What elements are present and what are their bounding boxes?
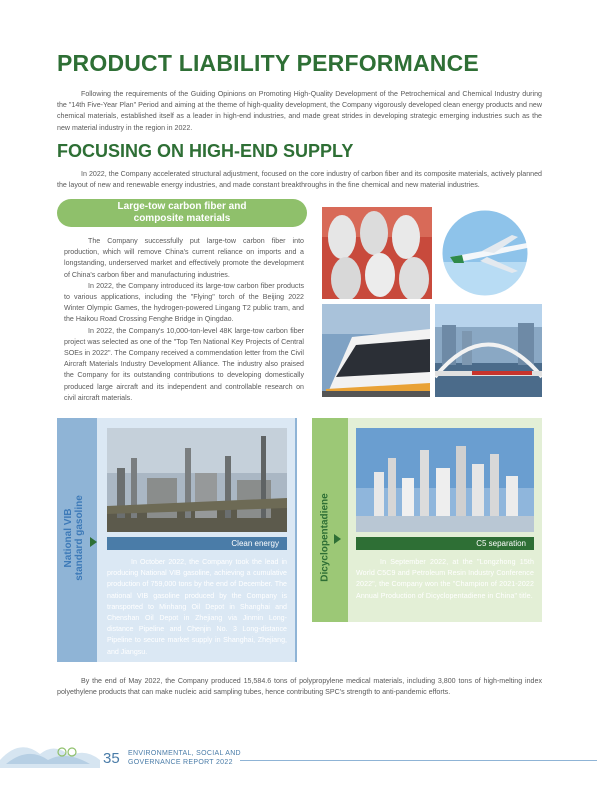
section-intro-text: In 2022, the Company accelerated structural adjustment, focused on the core industry of carbon fiber and its composite materials, actively planned the layout of new and renewable energy industries, and made constant breakthroughs in the fine chemical and new material industries. xyxy=(57,170,542,190)
separation-graphic xyxy=(356,428,534,532)
gasoline-vertical-label xyxy=(63,478,85,598)
bridge-photo xyxy=(435,304,542,397)
carbon-fiber-paragraph-2: In 2022, the Company introduced its large-tow carbon fiber products to various applications, including the "Flying" torch of the Beijing 2022 Winter Olympic Games, the hydrogen-powered Lingang T2 public tram, and the Haikou Road Crossing Fenghe Bridge in Qingdao. xyxy=(64,281,304,324)
gasoline-text: In October 2022, the Company took the lead in producing National VIB gasoline, achieving a cumulative production of 759,000 tons by the end of December. The national VIB gasoline produced by the Company is transported to Minhang Oil Depot in Shanghai and Chenshan Oil Depot in Zhejiang via Jinmin Long-distance Pipeline and Chenjin No. 3 Long-distance Pipeline to secure market supply in Shanghai, Zhejiang, and Jiangsu. xyxy=(107,558,287,656)
aircraft-photo xyxy=(432,207,542,302)
refinery-graphic xyxy=(107,428,287,532)
dicyclo-text: In September 2022, at the "Longzhong 15th World C5C9 and Petroleum Resin Industry Conference 2022", the Company won the "Champion of 2021-2022 Annual Production of Dicyclopentadiene in China" title. xyxy=(356,558,534,600)
gasoline-label-line-2: standard gasoline xyxy=(74,495,85,581)
carbon-fiber-body xyxy=(64,236,304,404)
report-name-line-1: ENVIRONMENTAL, SOCIAL AND xyxy=(128,750,241,757)
gasoline-body xyxy=(107,557,287,658)
closing-text: By the end of May 2022, the Company produced 15,584.6 tons of polypropylene medical materials, including 3,800 tons of high-melting index polyethylene products that can make nucleic acid sampling tubes, hence contributing SPC's strength to anti-pandemic efforts. xyxy=(57,677,542,697)
dicyclo-vertical-label xyxy=(320,483,331,593)
clean-energy-tag: Clean energy xyxy=(107,537,287,550)
dicyclo-label-text: Dicyclopentadiene xyxy=(319,493,331,582)
carbon-fiber-heading xyxy=(57,199,307,227)
dicyclo-arrow-icon xyxy=(334,534,341,544)
c5-separation-tag: C5 separation xyxy=(356,537,534,550)
carbon-fiber-paragraph-1: The Company successfully put large-tow carbon fiber into production, which will remove China's current reliance on imports and a longstanding, underserved market and effectively promote the development of China's carbon fiber and manufacturing industries. xyxy=(64,237,304,279)
intro-paragraph xyxy=(57,89,542,134)
wave-decoration-icon xyxy=(0,728,100,768)
report-name-line-2: GOVERNANCE REPORT 2022 xyxy=(128,759,233,766)
closing-paragraph xyxy=(57,676,542,698)
carbon-fiber-photo xyxy=(322,207,432,301)
separation-plant-photo xyxy=(356,428,534,532)
section-intro-paragraph xyxy=(57,169,542,191)
photo-collage xyxy=(322,207,542,397)
report-name xyxy=(128,749,241,767)
gasoline-label-line-1: National VIB xyxy=(63,508,74,568)
tram-photo xyxy=(322,304,430,397)
carbon-fiber-heading-text: Large-tow carbon fiber and composite materials xyxy=(117,201,247,224)
page-title: PRODUCT LIABILITY PERFORMANCE xyxy=(57,50,479,76)
page-number: 35 xyxy=(103,750,120,767)
dicyclo-body xyxy=(356,557,534,602)
footer-divider xyxy=(240,760,597,761)
carbon-fiber-paragraph-3: In 2022, the Company's 10,000-ton-level 48K large-tow carbon fiber project was selected as one of the "Top Ten National Key Projects of Central SOEs in 2022". The Company received a commendation letter from the Civil Aircraft Materials Industry Development Alliance. The industry also praised the Company for its outstanding contributions to developing domestically produced large aircraft and its independent and controllable research on civil aircraft materials. xyxy=(64,326,304,402)
refinery-photo xyxy=(107,428,287,532)
collage-graphic xyxy=(322,207,542,397)
footer-decoration xyxy=(0,728,100,768)
intro-text: Following the requirements of the Guiding Opinions on Promoting High-Quality Development of the Petrochemical and Chemical Industry during the "14th Five-Year Plan" Period and aiming at the theme of high-quality development, the Company vigorously developed clean energy products and new chemical materials, established itself as a leader in high-end industries, and made great strides in developing strategic emerging industries such as the new material industry in the region in 2022. xyxy=(57,90,542,132)
gasoline-arrow-icon xyxy=(90,537,97,547)
section-title: FOCUSING ON HIGH-END SUPPLY xyxy=(57,141,354,161)
